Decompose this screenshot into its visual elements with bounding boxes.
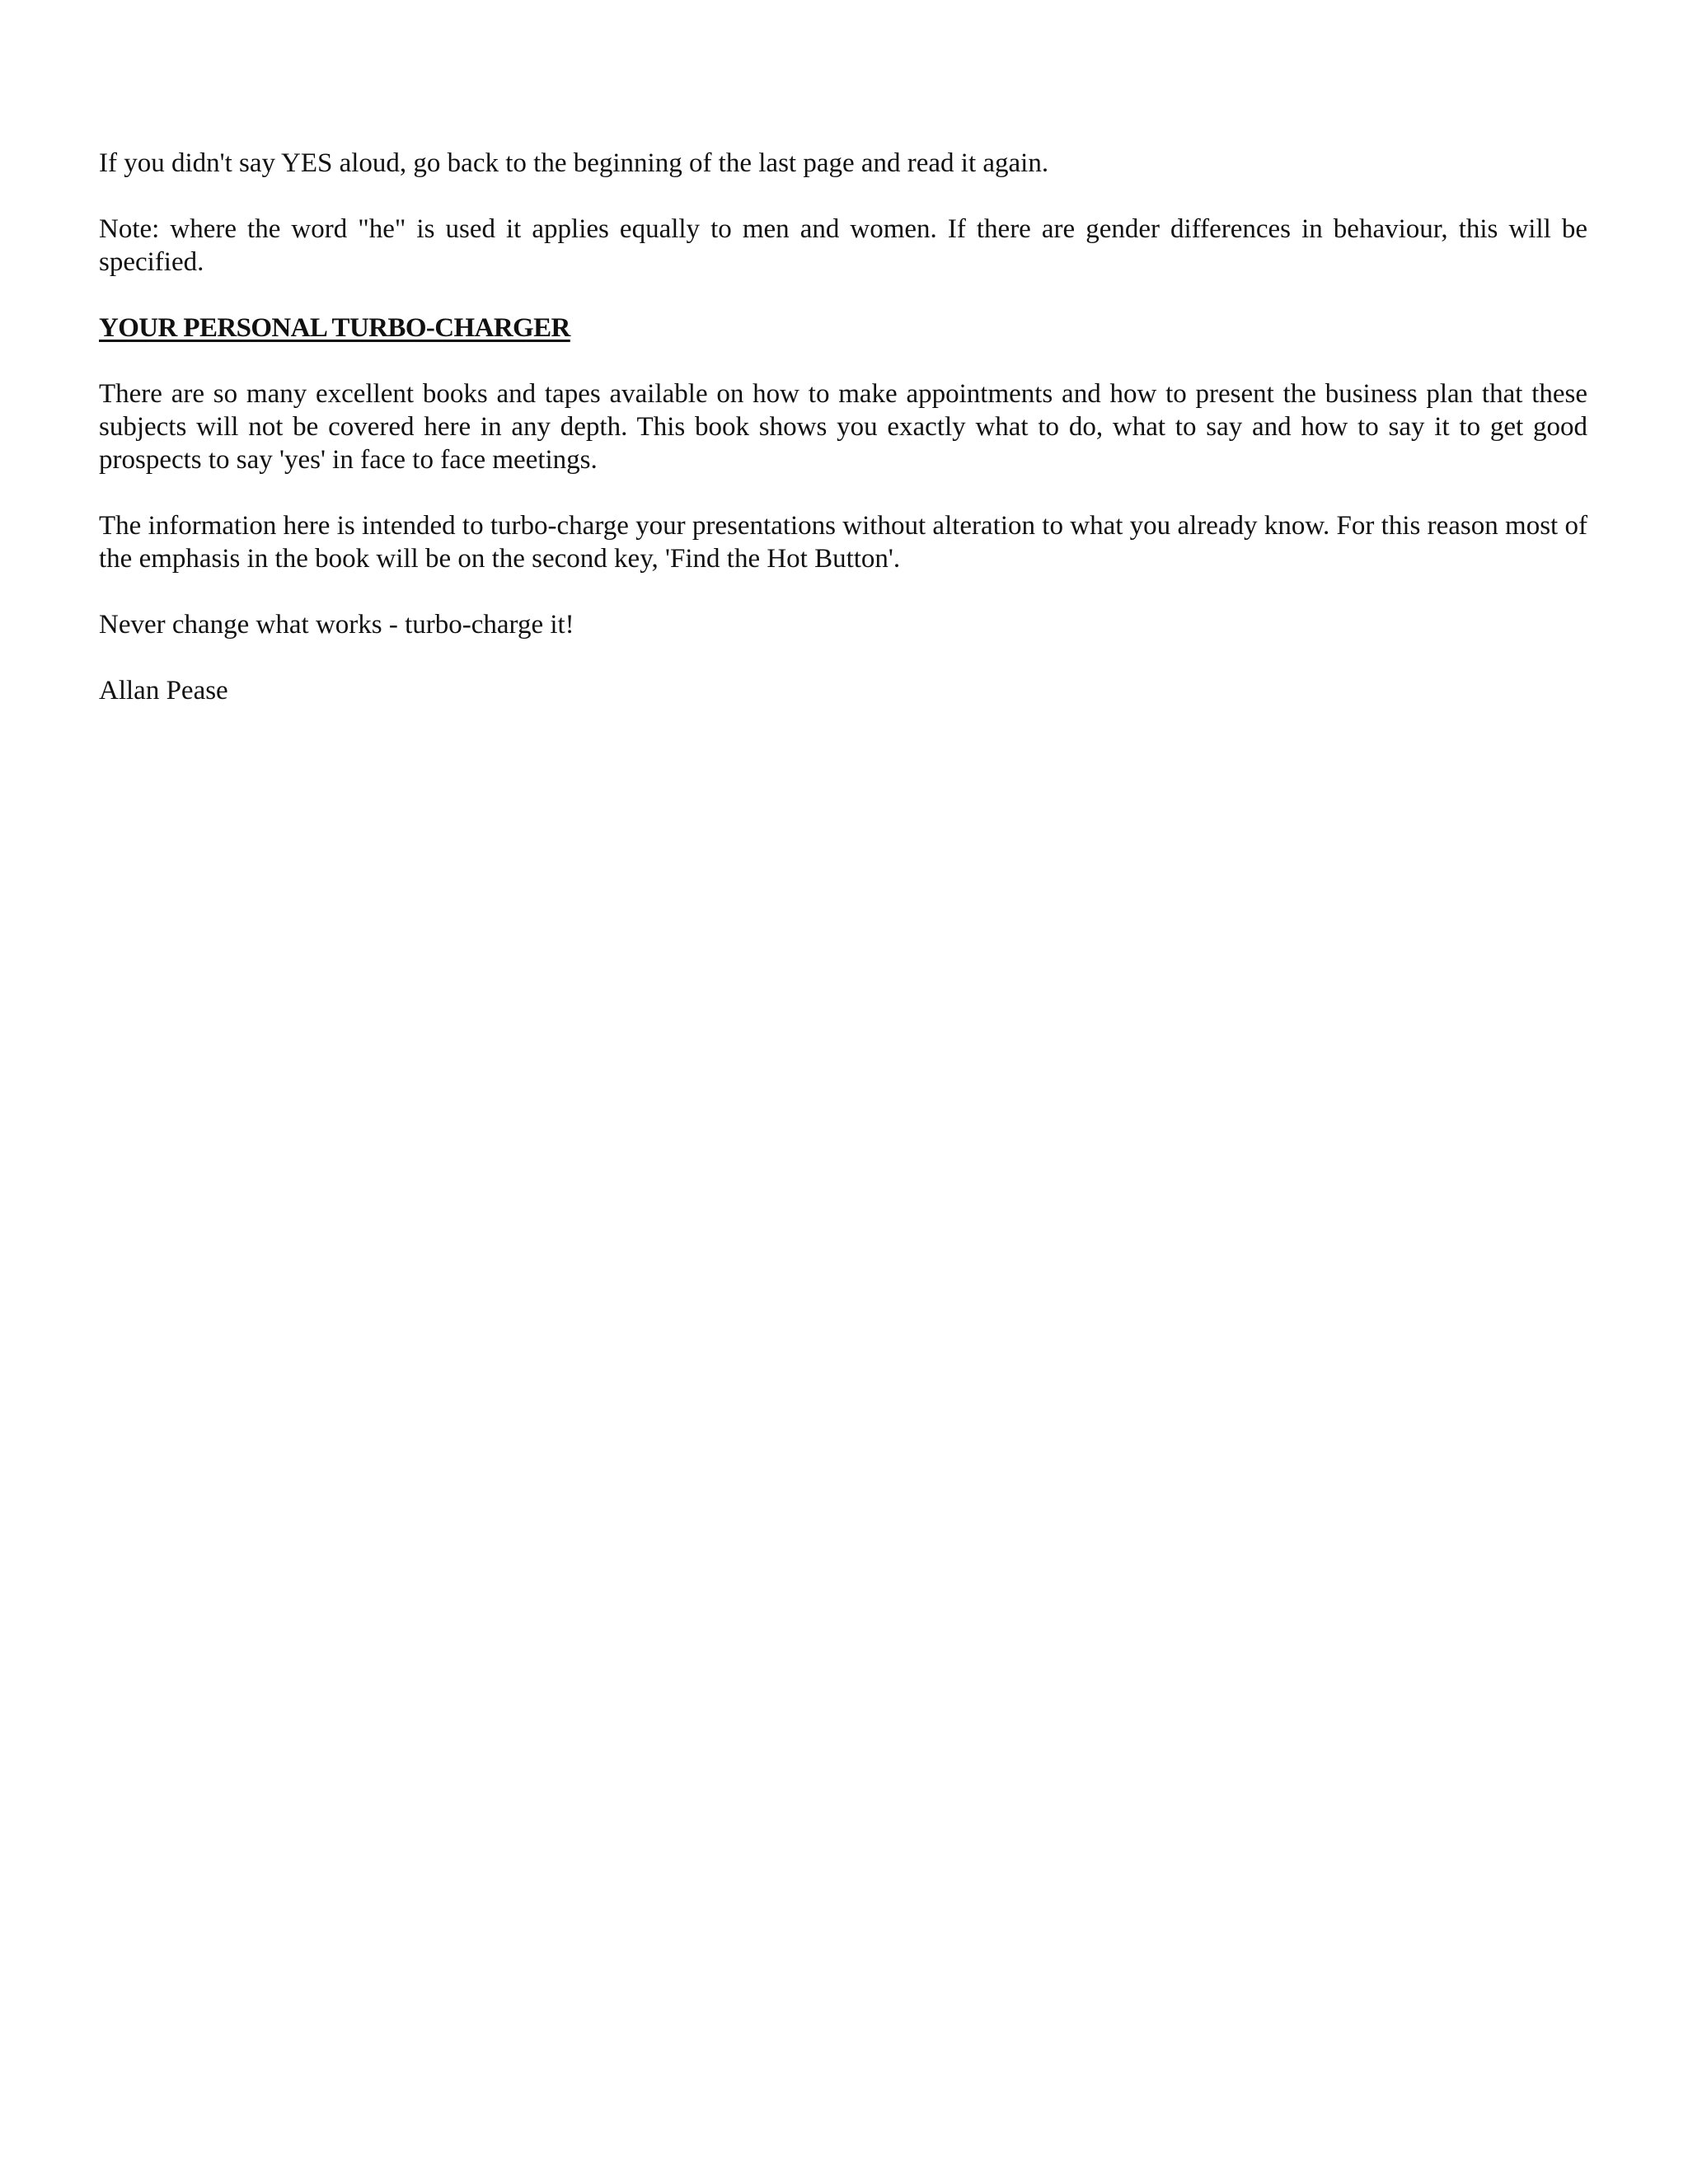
section-heading: YOUR PERSONAL TURBO-CHARGER xyxy=(99,313,570,343)
intro-paragraph: If you didn't say YES aloud, go back to the beginning of the last page and read it again. xyxy=(99,148,1049,178)
never-change-paragraph: Never change what works - turbo-charge it! xyxy=(99,610,574,640)
turbo-charge-paragraph: The information here is intended to turbo-charge your presentations without alteration to what you already know. For this reason most of the emphasis in the book will be on the second key, 'Find the Hot Button'. xyxy=(99,511,1587,574)
gender-note-paragraph: Note: where the word "he" is used it applies equally to men and women. If there are gender differences in behaviour, this will be specified. xyxy=(99,214,1587,277)
author-signature: Allan Pease xyxy=(99,676,228,705)
document-page xyxy=(99,147,1587,707)
books-and-tapes-paragraph: There are so many excellent books and tapes available on how to make appointments and how to present the business plan that these subjects will not be covered here in any depth. This book shows you exactly what to do, what to say and how to say it to get good prospects to say 'yes' in face to face meetings. xyxy=(99,379,1587,475)
